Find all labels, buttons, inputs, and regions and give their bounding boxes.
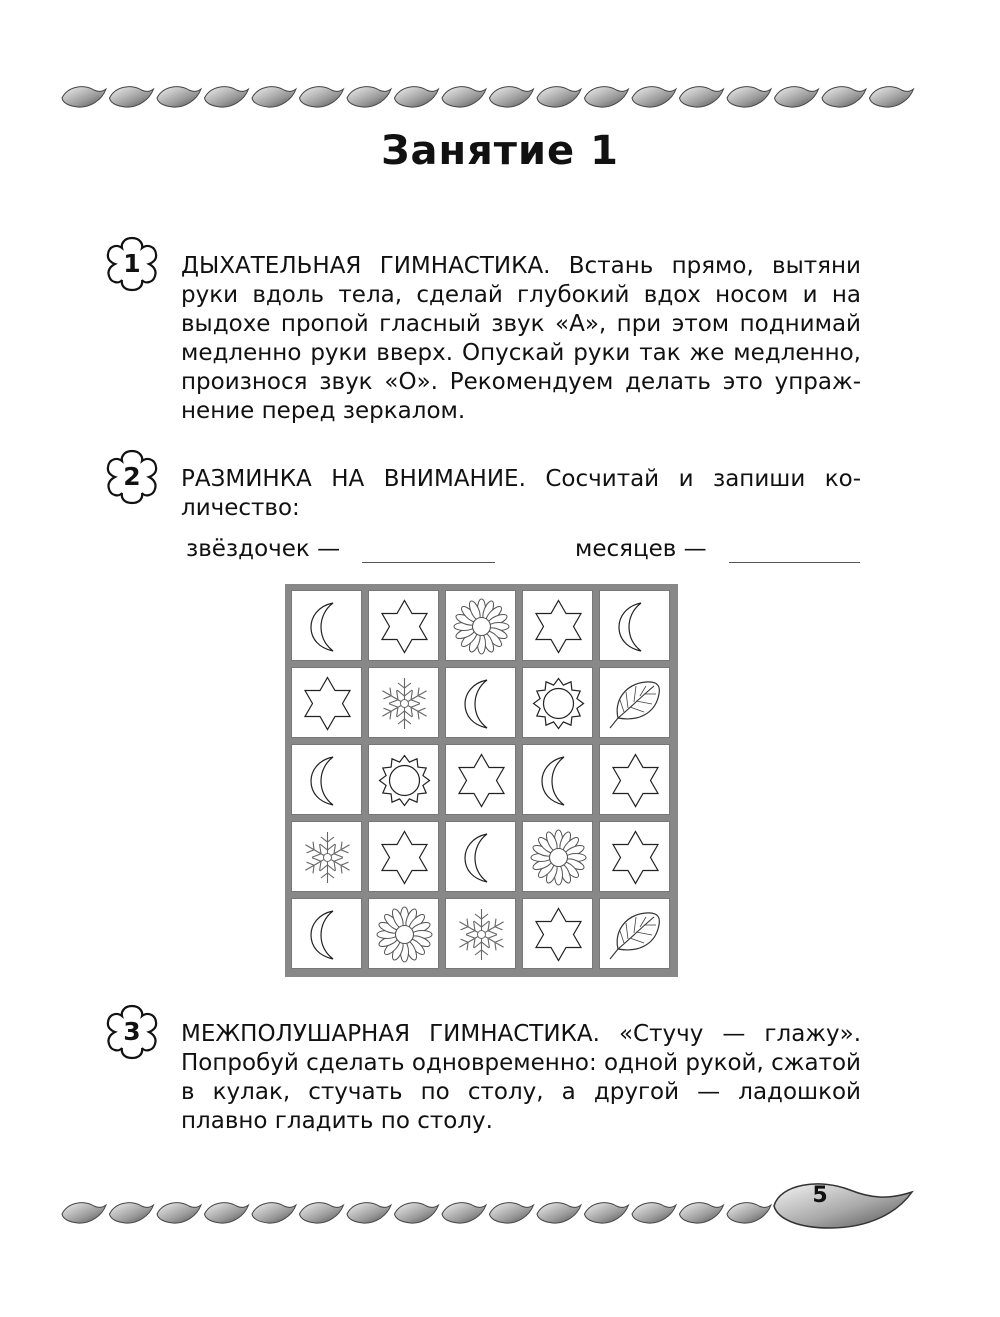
flower-icon	[375, 905, 434, 964]
task-3-text	[181, 1020, 861, 1136]
star-icon	[452, 751, 511, 810]
decorative-leaf-icon	[680, 87, 724, 107]
decorative-leaf-icon	[680, 1203, 724, 1223]
grid-cell	[522, 898, 593, 969]
grid-cell	[599, 898, 670, 969]
moon-icon	[298, 751, 357, 810]
moon-icon	[298, 905, 357, 964]
decorative-leaf-icon	[252, 1203, 296, 1223]
decorative-leaf-icon	[442, 87, 486, 107]
decorative-leaf-icon	[157, 87, 201, 107]
star-icon	[529, 597, 588, 656]
grid-cell	[599, 821, 670, 892]
grid-cell	[291, 590, 362, 661]
bottom-border-decoration	[60, 1192, 780, 1232]
decorative-leaf-icon	[252, 87, 296, 107]
stars-count-label: звёздочек —	[186, 536, 341, 562]
grid-cell	[291, 744, 362, 815]
snowflake-icon	[375, 674, 434, 733]
sun-icon	[529, 674, 588, 733]
task-heading: РАЗМИНКА НА ВНИМАНИЕ.	[181, 466, 526, 492]
decorative-leaf-icon	[490, 1203, 534, 1223]
page-number: 5	[812, 1183, 828, 1208]
task-body: Сосчитай и запиши количество:	[181, 466, 862, 521]
decorative-leaf-icon	[585, 1203, 629, 1223]
flower-icon	[529, 828, 588, 887]
decorative-leaf-icon	[442, 1203, 486, 1223]
grid-cell	[291, 667, 362, 738]
decorative-leaf-icon	[727, 1203, 771, 1223]
grid-cell	[368, 667, 439, 738]
decorative-leaf-icon	[110, 1203, 154, 1223]
task-body: «Стучу — глажу». Попробуй сделать одновременно: одной рукой, сжатой в кулак, стучать по столу, а другой — ладошкой плавно гладить по столу.	[181, 1021, 862, 1134]
decorative-leaf-icon	[395, 1203, 439, 1223]
grid-cell	[522, 667, 593, 738]
grid-cell	[368, 821, 439, 892]
snowflake-icon	[452, 905, 511, 964]
task-number: 1	[123, 249, 141, 278]
star-icon	[298, 674, 357, 733]
task-number-badge	[100, 1000, 164, 1064]
decorative-leaf-icon	[632, 1203, 676, 1223]
decorative-leaf-icon	[395, 87, 439, 107]
leaf-icon	[606, 905, 665, 964]
top-border-decoration	[60, 76, 920, 116]
grid-cell	[368, 898, 439, 969]
moon-icon	[529, 751, 588, 810]
task-body: Встань прямо, вытяни руки вдоль тела, сделай глубокий вдох носом и на выдохе пропой гласный звук «А», при этом поднимай медленно руки вверх. Опускай руки так же медленно, произнося звук «О». Рекомендуем делать это упражнение перед зеркалом.	[181, 253, 861, 424]
grid-cell	[599, 590, 670, 661]
grid-cell	[599, 667, 670, 738]
decorative-leaf-icon	[300, 87, 344, 107]
decorative-leaf-icon	[347, 87, 391, 107]
decorative-leaf-icon	[110, 87, 154, 107]
decorative-leaf-icon	[727, 87, 771, 107]
moon-icon	[606, 597, 665, 656]
page-number-leaf-icon	[770, 1172, 915, 1232]
decorative-leaf-icon	[347, 1203, 391, 1223]
moon-icon	[452, 674, 511, 733]
grid-cell	[445, 590, 516, 661]
star-icon	[375, 597, 434, 656]
decorative-leaf-icon	[62, 87, 106, 107]
task-heading: ДЫХАТЕЛЬНАЯ ГИМНАСТИКА.	[181, 253, 551, 279]
decorative-leaf-icon	[205, 1203, 249, 1223]
moons-answer-line[interactable]	[729, 562, 860, 563]
grid-cell	[522, 590, 593, 661]
flower-icon	[452, 597, 511, 656]
grid-cell	[445, 744, 516, 815]
grid-cell	[291, 898, 362, 969]
decorative-leaf-icon	[632, 87, 676, 107]
decorative-leaf-icon	[585, 87, 629, 107]
decorative-leaf-icon	[775, 87, 819, 107]
star-icon	[529, 905, 588, 964]
decorative-leaf-icon	[62, 1203, 106, 1223]
stars-answer-line[interactable]	[362, 562, 495, 563]
sun-icon	[375, 751, 434, 810]
task-1-text	[181, 252, 861, 426]
grid-cell	[368, 590, 439, 661]
decorative-leaf-icon	[490, 87, 534, 107]
grid-cell	[522, 821, 593, 892]
decorative-leaf-icon	[537, 1203, 581, 1223]
moon-icon	[452, 828, 511, 887]
task-2-text	[181, 465, 861, 523]
decorative-leaf-icon	[157, 1203, 201, 1223]
star-icon	[375, 828, 434, 887]
page-title: Занятие 1	[381, 128, 619, 174]
moons-count-label: месяцев —	[575, 536, 707, 562]
decorative-leaf-icon	[870, 87, 914, 107]
task-number: 3	[123, 1017, 141, 1046]
decorative-leaf-icon	[537, 87, 581, 107]
task-number-badge	[100, 445, 164, 509]
symbol-grid	[285, 584, 678, 977]
grid-cell	[445, 821, 516, 892]
grid-cell	[291, 821, 362, 892]
grid-cell	[445, 898, 516, 969]
task-number: 2	[123, 462, 141, 491]
star-icon	[606, 828, 665, 887]
decorative-leaf-icon	[822, 87, 866, 107]
decorative-leaf-icon	[300, 1203, 344, 1223]
moon-icon	[298, 597, 357, 656]
task-heading: МЕЖПОЛУШАРНАЯ ГИМНАСТИКА.	[181, 1021, 600, 1047]
snowflake-icon	[298, 828, 357, 887]
grid-cell	[599, 744, 670, 815]
grid-cell	[522, 744, 593, 815]
grid-cell	[368, 744, 439, 815]
leaf-icon	[606, 674, 665, 733]
task-number-badge	[100, 232, 164, 296]
decorative-leaf-icon	[205, 87, 249, 107]
star-icon	[606, 751, 665, 810]
grid-cell	[445, 667, 516, 738]
